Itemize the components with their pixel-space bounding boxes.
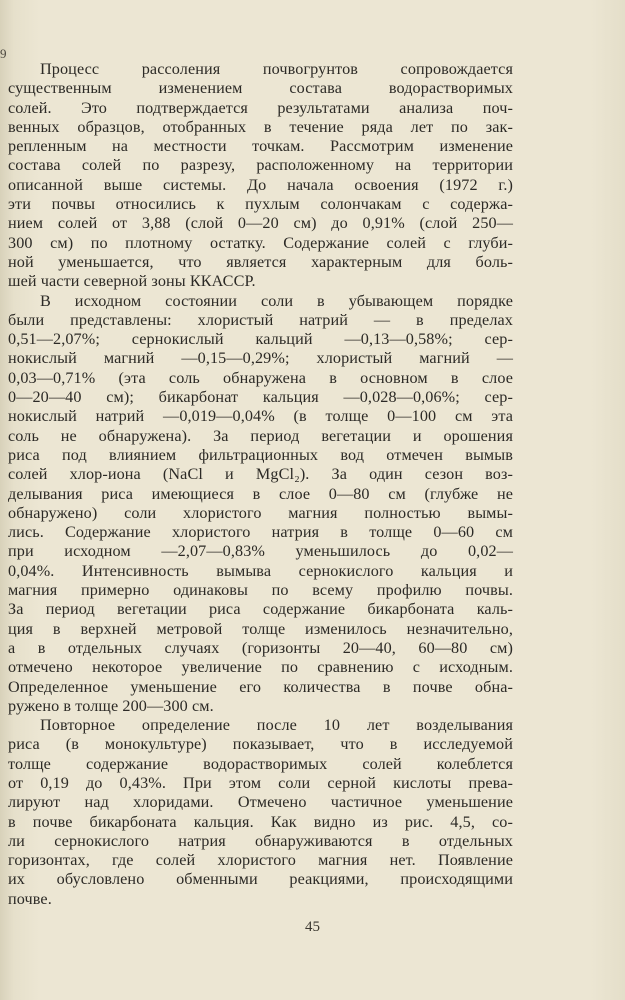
text-line: горизонтах, где солей хлористого магния нет. Появление: [8, 851, 513, 870]
text-line: в почве бикарбоната кальция. Как видно из рис. 4,5, со-: [8, 812, 513, 831]
text-line: ция в верхней метровой толще изменилось незначительно,: [8, 619, 513, 638]
text-line: обнаружено) соли хлористого магния полностью вымы-: [8, 503, 513, 522]
text-line: при исходном —2,07—0,83% уменьшилось до 0,02—: [8, 542, 513, 561]
text-line: Процесс рассоления почвогрунтов сопровождается: [40, 60, 513, 78]
text-line: 0—20—40 см); бикарбонат кальция —0,028—0,06%; сер-: [8, 388, 513, 407]
text-line: их обусловлено обменными реакциями, происходящими: [8, 870, 513, 889]
text-line: нокислый магний —0,15—0,29%; хлористый магний —: [8, 349, 513, 368]
text-line: толще содержание водорастворимых солей колеблется: [8, 754, 513, 773]
text-line: почве.: [8, 889, 52, 908]
text-line: За период вегетации риса содержание бикарбоната каль-: [8, 600, 513, 619]
text-line: существенным изменением состава водорастворимых: [8, 79, 513, 98]
text-line: отмечено некоторое увеличение по сравнению с исходным.: [8, 658, 513, 677]
text-line: нием солей от 3,88 (слой 0—20 см) до 0,91% (слой 250—: [8, 214, 513, 233]
text-line: 0,51—2,07%; сернокислый кальций —0,13—0,58%; сер-: [8, 330, 513, 349]
text-line: Определенное уменьшение его количества в почве обна-: [8, 677, 513, 696]
text-line: соль не обнаружена). За период вегетации и орошения: [8, 426, 513, 445]
text-line: эти почвы относились к пухлым солончакам с содержа-: [8, 195, 513, 214]
body-text: [8, 60, 513, 909]
text-line: магния примерно одинаковы по всему профилю почвы.: [8, 581, 513, 600]
edge-mark: 9: [0, 46, 7, 61]
text-line: риса под влиянием фильтрационных вод отмечен вымыв: [8, 445, 513, 464]
text-line: нокислый натрий —0,019—0,04% (в толще 0—100 см эта: [8, 407, 513, 426]
text-line: от 0,19 до 0,43%. При этом соли серной кислоты прева-: [8, 773, 513, 792]
text-line: ной уменьшается, что является характерным для боль-: [8, 252, 513, 271]
text-line: описанной выше системы. До начала освоения (1972 г.): [8, 175, 513, 194]
text-line: В исходном состоянии соли в убывающем порядке: [40, 291, 513, 310]
text-line: 0,03—0,71% (эта соль обнаружена в основном в слое: [8, 368, 513, 387]
text-line: 300 см) по плотному остатку. Содержание солей с глуби-: [8, 233, 513, 252]
text-line: лись. Содержание хлористого натрия в толще 0—60 см: [8, 523, 513, 542]
text-line: ружено в толще 200—300 см.: [8, 696, 214, 715]
text-line: венных образцов, отобранных в течение ряда лет по зак-: [8, 117, 513, 136]
text-line: состава солей по разрезу, расположенному на территории: [8, 156, 513, 175]
text-line: шей части северной зоны ККАССР.: [8, 272, 256, 291]
text-line: 0,04%. Интенсивность вымыва сернокислого кальция и: [8, 561, 513, 580]
text-line: репленным на местности точкам. Рассмотрим изменение: [8, 137, 513, 156]
text-line: Повторное определение после 10 лет возделывания: [40, 716, 513, 735]
text-line: были представлены: хлористый натрий — в пределах: [8, 310, 513, 329]
text-line: лируют над хлоридами. Отмечено частичное уменьшение: [8, 793, 513, 812]
page-number: 45: [305, 919, 320, 935]
text-line: риса (в монокультуре) показывает, что в исследуемой: [8, 735, 513, 754]
text-line: а в отдельных случаях (горизонты 20—40, 60—80 см): [8, 638, 513, 657]
text-line: делывания риса имеющиеся в слое 0—80 см (глубже не: [8, 484, 513, 503]
text-line: солей. Это подтверждается результатами анализа поч-: [8, 98, 513, 117]
text-line: ли сернокислого натрия обнаруживаются в отдельных: [8, 831, 513, 850]
text-line: солей хлор-иона (NaCl и MgCl₂). За один сезон воз-: [8, 465, 513, 484]
